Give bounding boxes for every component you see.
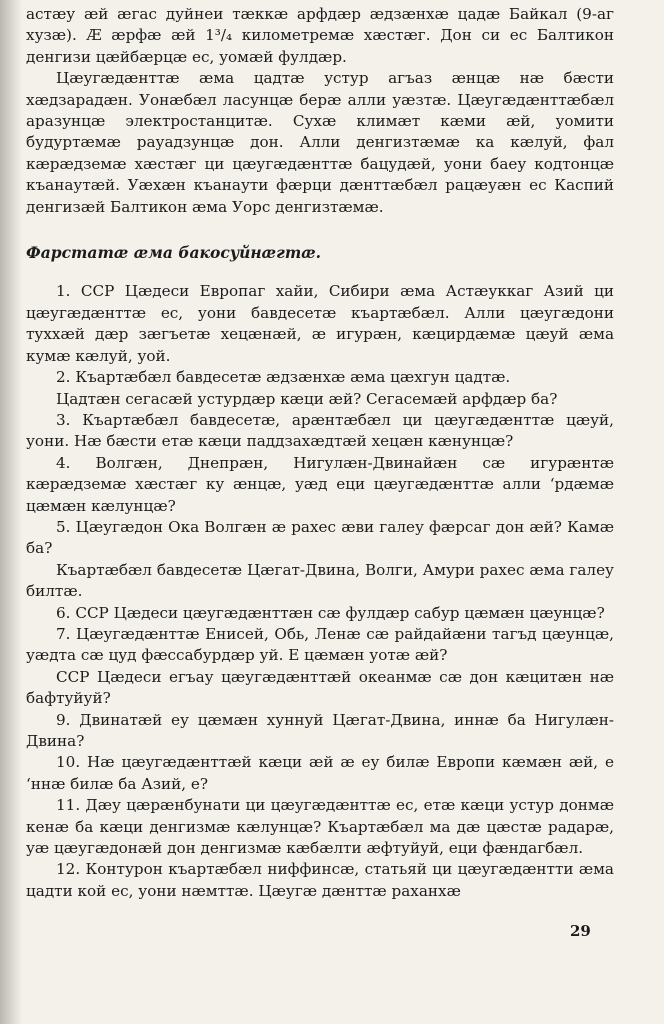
intro-paragraph: Цæугæдæнттæ æма цадтæ устур агъаз æнцæ нæ бæсти хæдзарадæн. Уонæбæл ласунцæ берæ алли уæзтæ. Цæугæдæнттæбæл аразунцæ электростанцитæ. Сухæ климæт кæми æй, уомити будуртæмæ рауадзунцæ дон. Алли денгизтæмæ ка кæлуй, фал кæрæдземæ хæстæг ци цæугæдæнттæ бацудæй, уони баеу кодтонцæ къанаутæй. Уæхæн къанаути фæрци дæнттæбæл рацæуæн ес Каспий денгизæй Балтикон æма Уорс денгизтæмæ.	[26, 69, 614, 216]
question-item: 5. Цæугæдон Ока Волгæн æ рахес æви галеу фæрсаг дон æй? Камæ ба?	[26, 517, 614, 558]
question-item: 3. Къартæбæл бавдесетæ, арæнтæбæл ци цæугæдæнттæ цæуй, уони. Нæ бæсти етæ кæци паддзахæдтæй хецæн кæнунцæ?	[26, 410, 614, 451]
question-item: 11. Дæу цæрæнбунати ци цæугæдæнттæ ес, етæ кæци устур донмæ кенæ ба кæци денгизмæ кæлунцæ? Къартæбæл ма дæ цæстæ радарæ, уæ цæугæдонæй дон денгизмæ кæбæлти æфтуйуй, еци фæндагбæл.	[26, 796, 614, 858]
question-item: 1. ССР Цæдеси Европаг хайи, Сибири æма Астæуккаг Азий ци цæугæдæнттæ ес, уони бавдесетæ къартæбæл. Алли цæугæдони туххæй дæр зæгъетæ хецæнæй, æ игурæн, кæцирдæмæ цæуй æма кумæ кæлуй, уой.	[26, 282, 614, 365]
page-number: 29	[570, 922, 591, 940]
question-item: Къартæбæл бавдесетæ Цæгат-Двина, Волги, Амури рахес æма галеу билтæ.	[26, 560, 614, 601]
intro-paragraph: астæу æй æгас дуйнеи тæккæ арфдæр æдзæнхæ цадæ Байкал (9-аг хузæ). Æ æрфæ æй 1³/₄ километремæ хæстæг. Дон си ес Балтикон денгизи цæйбæрцæ ес, уомæй фулдæр.	[26, 5, 614, 66]
binding-shadow	[0, 0, 22, 1024]
question-item: 4. Волгæн, Днепрæн, Нигулæн-Двинайæн сæ игурæнтæ кæрæдземæ хæстæг ку æнцæ, уæд еци цæугæдæнттæ алли ʻрдæмæ цæмæн кæлунцæ?	[26, 453, 614, 515]
question-item: 10. Нæ цæугæдæнттæй кæци æй æ еу билæ Европи кæмæн æй, е ʻннæ билæ ба Азий, е?	[26, 753, 614, 793]
section-heading: Фарстатæ æма бакосуйнæгтæ.	[26, 243, 322, 263]
question-item: 6. ССР Цæдеси цæугæдæнттæн сæ фулдæр сабур цæмæн цæунцæ?	[56, 603, 605, 622]
question-list	[26, 281, 614, 902]
question-item: Цадтæн сегасæй устурдæр кæци æй? Сегасемæй арфдæр ба?	[56, 389, 558, 408]
question-item: 2. Къартæбæл бавдесетæ æдзæнхæ æма цæхгун цадтæ.	[56, 368, 511, 387]
question-item: 9. Двинатæй еу цæмæн хуннуй Цæгат-Двина, иннæ ба Нигулæн-Двина?	[26, 710, 614, 750]
page-body	[26, 4, 614, 902]
question-item: ССР Цæдеси егъау цæугæдæнттæй океанмæ сæ дон кæцитæн нæ бафтуйуй?	[26, 667, 614, 708]
question-item: 12. Контурон къартæбæл ниффинсæ, статьяй ци цæугæдæнтти æма цадти кой ес, уони нæмттæ. Цæугæ дæнттæ раханхæ	[26, 860, 614, 900]
question-item: 7. Цæугæдæнттæ Енисей, Обь, Ленæ сæ райдайæни тагъд цæунцæ, уæдта сæ цуд фæссабурдæр уй. Е цæмæн уотæ æй?	[26, 624, 614, 665]
